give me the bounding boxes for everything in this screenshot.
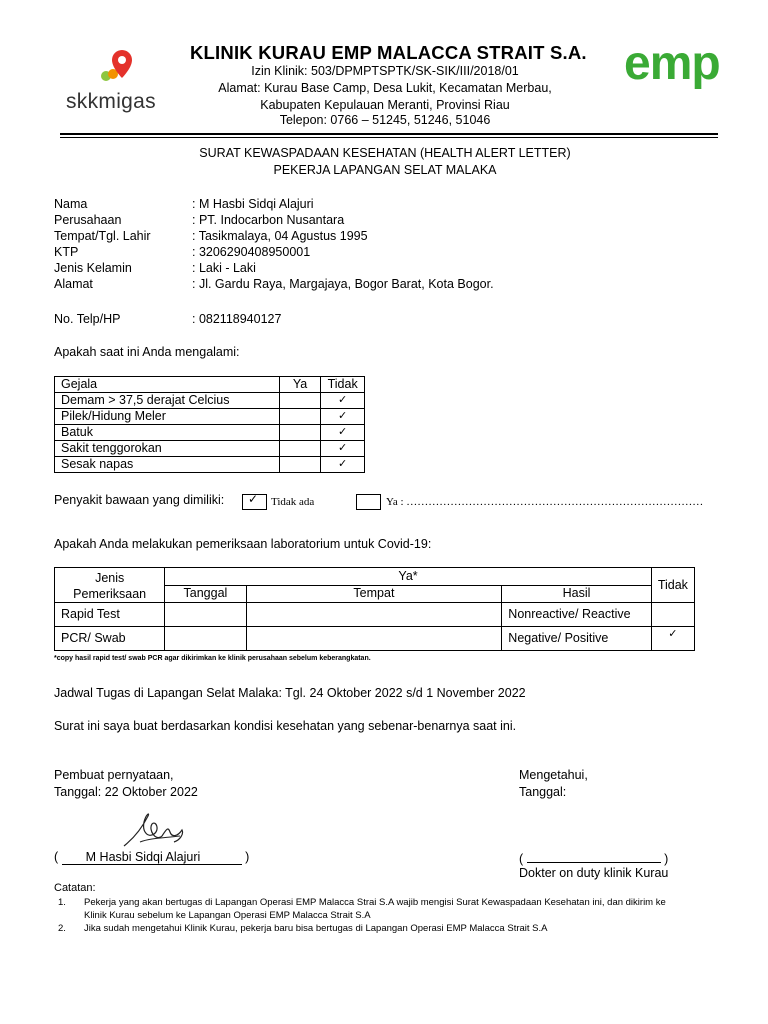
- identity-value: : PT. Indocarbon Nusantara: [192, 213, 345, 227]
- clinic-phone: Telepon: 0766 – 51245, 51246, 51046: [279, 113, 491, 127]
- column-header-hasil: Hasil: [502, 585, 651, 603]
- note-text: Pekerja yang akan bertugas di Lapangan Operasi EMP Malacca Strai S.A wajib mengisi Surat Kewaspadaan Kesehatan ini, dan dikirim ke: [84, 897, 666, 908]
- column-header: Ya: [279, 377, 321, 393]
- note-text: Jika sudah mengetahui Klinik Kurau, pekerja baru bisa bertugas di Lapangan Operasi EMP Malacca Strait S.A: [84, 923, 548, 934]
- test-date: [165, 627, 246, 651]
- identity-value: : Jl. Gardu Raya, Margajaya, Bogor Barat, Kota Bogor.: [192, 277, 494, 291]
- test-type: Rapid Test: [55, 603, 165, 627]
- symptom-name: Sesak napas: [55, 457, 280, 473]
- clinic-address-1: Alamat: Kurau Base Camp, Desa Lukit, Kecamatan Merbau,: [218, 81, 552, 95]
- symptoms-question: Apakah saat ini Anda mengalami:: [54, 345, 240, 359]
- skkmigas-logo: [64, 46, 174, 116]
- column-header-jenis-line1: Jenis: [95, 571, 125, 585]
- table-row: [55, 603, 695, 627]
- tidak-ada-label: Tidak ada: [271, 496, 315, 508]
- ya-cell: [279, 393, 321, 409]
- column-header-tidak: Tidak: [651, 568, 694, 603]
- comorbid-label: Penyakit bawaan yang dimiliki:: [54, 493, 225, 507]
- lab-footnote: *copy hasil rapid test/ swab PCR agar dikirimkan ke klinik perusahaan sebelum keberangkatan.: [54, 655, 371, 662]
- maker-paren-close: ): [245, 850, 250, 864]
- table-row: [55, 441, 365, 457]
- table-row: [55, 409, 365, 425]
- notes-title: Catatan:: [54, 882, 96, 894]
- ya-checkbox: [356, 494, 381, 510]
- symptom-name: Batuk: [55, 425, 280, 441]
- tidak-check: ✓: [321, 409, 365, 425]
- identity-value: : M Hasbi Sidqi Alajuri: [192, 197, 314, 211]
- identity-label: KTP: [54, 245, 79, 259]
- tidak-check: ✓: [321, 425, 365, 441]
- note-item: [58, 897, 666, 910]
- lab-table: [54, 567, 695, 651]
- table-row: [55, 393, 365, 409]
- emp-logo: emp: [624, 37, 720, 90]
- column-header-tanggal: Tanggal: [165, 585, 246, 603]
- maker-name-line: [54, 850, 249, 865]
- column-header: Gejala: [55, 377, 280, 393]
- notes-list: [58, 897, 666, 936]
- tidak-check: ✓: [651, 627, 694, 651]
- test-type: PCR/ Swab: [55, 627, 165, 651]
- acknowledger-role: Dokter on duty klinik Kurau: [519, 866, 669, 880]
- symptom-name: Demam > 37,5 derajat Celcius: [55, 393, 280, 409]
- symptoms-table: [54, 376, 365, 473]
- maker-title: Pembuat pernyataan,: [54, 768, 174, 782]
- tidak-check: ✓: [321, 457, 365, 473]
- tidak-ada-checkbox: [242, 494, 267, 510]
- clinic-address-2: Kabupaten Kepulauan Meranti, Provinsi Riau: [260, 98, 510, 112]
- column-header-tempat: Tempat: [246, 585, 502, 603]
- header-divider: [60, 133, 718, 135]
- table-header-row: [55, 377, 365, 393]
- table-row: [55, 425, 365, 441]
- column-header-jenis: [55, 568, 165, 603]
- tidak-check: [651, 603, 694, 627]
- identity-label: Alamat: [54, 277, 93, 291]
- statement-text: Surat ini saya buat berdasarkan kondisi kesehatan yang sebenar-benarnya saat ini.: [54, 719, 517, 733]
- test-result: Nonreactive/ Reactive: [502, 603, 651, 627]
- tidak-check: ✓: [321, 441, 365, 457]
- symptom-name: Pilek/Hidung Meler: [55, 409, 280, 425]
- column-header: Tidak: [321, 377, 365, 393]
- column-header-jenis-line2: Pemeriksaan: [73, 587, 147, 601]
- maker-paren-open: (: [54, 850, 59, 864]
- identity-value: : 3206290408950001: [192, 245, 311, 259]
- lab-question: Apakah Anda melakukan pemeriksaan laboratorium untuk Covid-19:: [54, 537, 432, 551]
- acknowledger-name-line: [519, 850, 668, 866]
- identity-value: : Tasikmalaya, 04 Agustus 1995: [192, 229, 368, 243]
- skkmigas-logo-text: skkmigas: [66, 90, 156, 113]
- acknowledger-title: Mengetahui,: [519, 768, 588, 782]
- note-item: [58, 910, 666, 923]
- acknowledger-date: Tanggal:: [519, 785, 567, 799]
- letter-subtitle: PEKERJA LAPANGAN SELAT MALAKA: [273, 163, 497, 177]
- note-text: Klinik Kurau sebelum ke Lapangan Operasi EMP Malacca Strait S.A: [84, 910, 371, 921]
- note-number: 2.: [58, 923, 66, 934]
- test-place: [246, 603, 502, 627]
- ya-cell: [279, 441, 321, 457]
- table-row: [55, 457, 365, 473]
- ya-cell: [279, 457, 321, 473]
- ya-cell: [279, 409, 321, 425]
- acknowledger-paren-close: ): [664, 852, 669, 866]
- identity-label: Tempat/Tgl. Lahir: [54, 229, 151, 243]
- symptom-name: Sakit tenggorokan: [55, 441, 280, 457]
- identity-label: Nama: [54, 197, 88, 211]
- clinic-title: KLINIK KURAU EMP MALACCA STRAIT S.A.: [190, 42, 587, 63]
- test-date: [165, 603, 246, 627]
- identity-label: Jenis Kelamin: [54, 261, 132, 275]
- note-number: 1.: [58, 897, 66, 908]
- column-header-ya: Ya*: [165, 568, 651, 586]
- schedule-text: Jadwal Tugas di Lapangan Selat Malaka: Tgl. 24 Oktober 2022 s/d 1 November 2022: [54, 686, 526, 700]
- phone-value: : 082118940127: [192, 312, 282, 326]
- tidak-check: ✓: [321, 393, 365, 409]
- table-row: [55, 627, 695, 651]
- header-divider-thin: [60, 137, 718, 138]
- handwritten-signature: [120, 808, 190, 852]
- maker-date: Tanggal: 22 Oktober 2022: [54, 785, 198, 799]
- ya-cell: [279, 425, 321, 441]
- check-icon: ✓: [248, 492, 259, 506]
- identity-value: : Laki - Laki: [192, 261, 256, 275]
- test-result: Negative/ Positive: [502, 627, 651, 651]
- ya-label: Ya : ………………………………………………………………………: [386, 496, 704, 508]
- note-item: [58, 923, 666, 936]
- acknowledger-name-blank: [527, 850, 661, 863]
- maker-name: M Hasbi Sidqi Alajuri: [62, 850, 242, 865]
- identity-label: Perusahaan: [54, 213, 122, 227]
- table-header-row: [55, 568, 695, 586]
- acknowledger-paren-open: (: [519, 852, 524, 866]
- clinic-license: Izin Klinik: 503/DPMPTSPTK/SK-SIK/III/2018/01: [251, 64, 519, 78]
- test-place: [246, 627, 502, 651]
- letter-title: SURAT KEWASPADAAN KESEHATAN (HEALTH ALERT LETTER): [199, 146, 571, 160]
- phone-label: No. Telp/HP: [54, 312, 121, 326]
